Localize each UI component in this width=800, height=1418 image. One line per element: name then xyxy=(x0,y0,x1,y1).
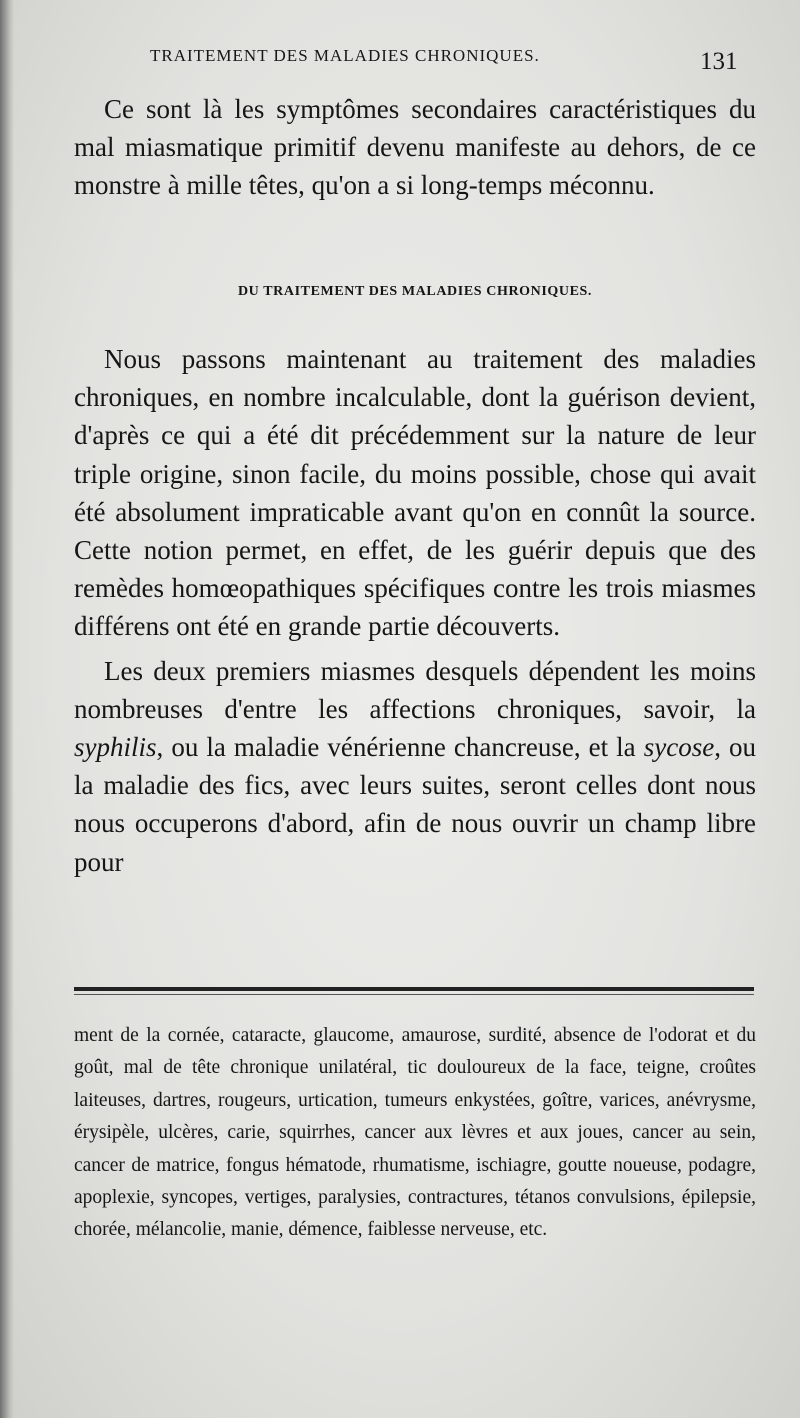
footnote-text: ment de la cornée, cataracte, glaucome, amaurose, surdité, absence de l'odorat et du goût, mal de tête chronique unilatéral, tic douloureux de la face, teigne, croûtes laiteuses, dartres, rougeurs, urtication, tumeurs enkystées, goître, varices, anévrysme, érysipèle, ulcères, carie, squirrhes, cancer aux lèvres et aux joues, cancer au sein, cancer de matrice, fongus hématode, rhumatisme, ischiagre, goutte noueuse, podagre, apoplexie, syncopes, vertiges, paralysies, contractures, tétanos convulsions, épilepsie, chorée, mélancolie, manie, démence, faiblesse nerveuse, etc. xyxy=(74,1025,756,1241)
page-number: 131 xyxy=(700,48,738,75)
intro-paragraph xyxy=(74,90,756,204)
footnote-rule-thin xyxy=(74,994,754,995)
paragraph-miasmes-part2: , ou la maladie vénérienne chancreuse, et la xyxy=(156,732,644,763)
term-sycose: sycose xyxy=(643,732,715,763)
footnote-rule xyxy=(74,987,754,991)
footnote xyxy=(74,1020,756,1247)
running-title: TRAITEMENT DES MALADIES CHRONIQUES. xyxy=(150,46,540,65)
intro-paragraph-text: Ce sont là les symptômes secondaires caractéristiques du mal miasmatique primitif devenu manifeste au dehors, de ce monstre à mille têtes, qu'on a si long-temps méconnu. xyxy=(74,94,756,200)
paragraph-miasmes-part1: Les deux premiers miasmes desquels dépendent les moins nombreuses d'entre les affections chroniques, savoir, la xyxy=(74,655,756,724)
term-syphilis: syphilis xyxy=(74,732,157,763)
paragraph-miasmes xyxy=(74,652,756,881)
paragraph-treatment: Nous passons maintenant au traitement des maladies chroniques, en nombre incalculable, dont la guérison devient, d'après ce qui a été dit précédemment sur la nature de leur triple origine, sinon facile, du moins possible, chose qui avait été absolument impraticable avant qu'on en connût la source. Cette notion permet, en effet, de les guérir depuis que des remèdes homœopathiques spécifiques contre les trois miasmes différens ont été en grande partie découverts. xyxy=(74,344,756,642)
page-edge-shadow xyxy=(0,0,14,1418)
paragraph-miasmes-part3: , ou la maladie des fics, avec leurs suites, seront celles dont nous nous occuperons d'abord, afin de nous ouvrir un champ libre pour xyxy=(74,732,756,877)
section-heading: DU TRAITEMENT DES MALADIES CHRONIQUES. xyxy=(237,284,593,299)
main-text xyxy=(74,340,756,887)
